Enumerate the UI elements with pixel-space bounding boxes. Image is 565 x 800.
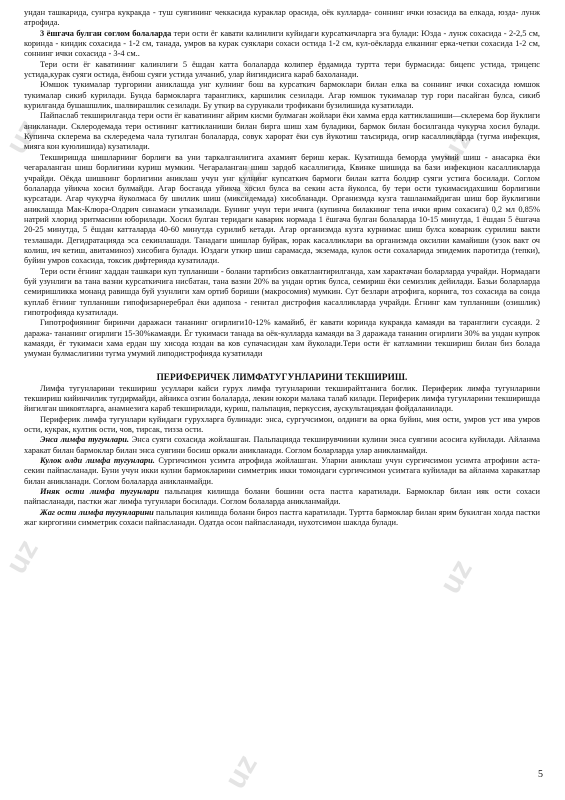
- paragraph-text: Гипотрофиянинг биринчи даражаси тананинг огирлиги10-12% камайиб, ёг кавати коринда кукракда камаяди ва таранглиги сусаяди. 2 даража- тананинг огирлиги 15-30%камаяди. Ёг тукимаси танада ва оёк-кулларда камаяди ва 3 даражада тананин огирлиги 30% ва ундан купрок камаяди, ёг тукимаси хама ердан шу хисода юздан ва ков супачасидан хам йуколади.Тери ости ёг катламини текшириш билан биз болада умуман булмаслигини тугма умумий липодистрофияда кузатилади: [24, 318, 540, 359]
- paragraph-text: Периферик лимфа тугунлари куйидаги гуруxларга булинади: энса, сургучсимон, олдинги ва орка буйин, мия ости, умров уст ива умров ости, кукрак, култик ости, чов, тирсак, тизза ости.: [24, 414, 540, 435]
- section-lymph-nodes: [24, 384, 540, 529]
- paragraph-text: Тери ости ёг каватининг калинлиги 5 ёшдан катта болаларда колипер ёрдамида туртта тери бурмасида: бицепс устида, трицепс устида,курак суяги остида, ёнбош суяги устида улчаниб, улар йигиндисига караб бахоланади.: [24, 59, 540, 80]
- paragraph: [24, 111, 540, 152]
- paragraph-lead: Иняк ости лимфа тугунлари: [40, 487, 160, 497]
- watermark-text: uz: [218, 749, 264, 795]
- watermark-text: uz: [433, 124, 479, 170]
- paragraph-text: Пайпаслаб текширилганда тери ости ёг каватининг айрим кисми булмаган жойлари ёки хамма ерда каттиклашиши—склерема бор йуклиги аникланади. Склеродемада тери остининг каттикланиши билан бирга шиш хам буладики, бармок билан босилганда чукурча хосил булади. Купинча склерема ва склередема чала тугилган болаларда, совук харорат ёки сув йукотиш таъсирида, огир касалликларда (тугма инфекция, миягa кон куюлишида) кузатилади.: [24, 111, 540, 152]
- paragraph-text: Текширишда шишларнинг борлиги ва уни таркалганлигига ахамият бериш керак. Кузатишда беморда умумий шиш - анасарка ёки чегараланган шиш борлигини куриш мумкин. Чегараланган шиш зардоб касаллигида, Квинке шишида ва бази инфекцион касалликларда учрайди. Оёкда шишнинг борлигини аниклаш учун унг кулнинг купсаткич бармоги билан катта болдир суяги устига босилади. Соглом болаларда уйикча хосил булмайди. Агар босганда уйикча хосил булса ва секин аста йуколса, бу тери ости тукимасидахшиш борлигини курсатади. Агар чукурча йуколмаса бу шиллик шиш (миксидемада) хисобланади. Организмда кузга ташланмайдиган шиш бор йуклигини аниклашда Мак-Клюра-Олдрич синамаси утказилади. Бунинг учун тери ичига (купинча билакнинг тепа ички ярим сохасига) 0,2 мл 0,85% натрий хлорид эритмасини юборилади. Хосил булган теридаги каварик нормада 1 ёшгача булган болаларда 10-15 минутда, 1 ёшдан 5 ёшгача 20-25 минутда, 5 ёшдан катталарда 40-60 минутда сурилиб кетади. Агар организмда кузга курнимас шиш булса коваркик сурилиш вакти тезлашади. Дегидратацияда эса секинлашади. Танадаги шишлар буйрак, юрак касалликлари ва организмда оксилни камайиши (узок вакт оч колиш, ич кетиш, авитаминоз) хисобига булади. Юздаги уткир шиш сарамасда, экземада, кулок ости сохаларида эпидемик паротитда (тепки), буйин умров сохасида, токсик дифтерияда кузатилади.: [24, 152, 540, 266]
- paragraph-text: Энса суяги сохасида жойлашган. Пальпацияда текширувчиини кулини энса суягини асосига куйилади. Айланма харакат билан бармоклар билан энса суягини босиш оркали аникланади. Соглом боларларда улар аникланмайди.: [24, 435, 540, 455]
- page-number: 5: [538, 769, 543, 780]
- watermark-text: uz: [0, 114, 45, 160]
- paragraph-text: Юмшок тукималар тургорини аниклашда унг кулнинг бош ва курсаткич бармоклари билан елка ва соннинг ички сохасида юмшок тукималар сикиб курилади. Бунда бармокларга тарангликх, каршилик сезилади. Агар юмшок тукималар тур гори пасайган булса, сикиб курилганда бушашшлик, шалвирашлик сезилади. Бу уткир ва сурункали трофикани бузилишида кузатилади.: [24, 80, 540, 111]
- document-page: [24, 8, 540, 529]
- paragraph: [24, 508, 540, 529]
- paragraph: [24, 8, 540, 29]
- paragraph: [24, 29, 540, 60]
- paragraph-lead: Жаг ости лимфа тугунларини: [40, 507, 154, 517]
- paragraph-lead: 3 ёшгача булган соглом болаларда: [40, 28, 172, 38]
- watermark-text: uz: [223, 159, 269, 205]
- paragraph-text: пальпация килишда болани бироз пастга каратилади. Туртта бармоклар билан ярим букилган холда пастки жаг киргогини симметрик сохаси пайпасланади. Одатда осон пайпасланади, нухотсимон шаклда булади.: [24, 507, 540, 528]
- paragraph-text: пальпация килишда болани бошини оста пастга каратилади. Бармоклар билан ияк ости сохаси пайпасланади, пастки жаг лимфа тугунлари босилади. Соглом болаларда аникланмайди.: [24, 487, 540, 507]
- section-heading: ПЕРИФЕРИЧЕК ЛИМФАТУГУНЛАРИНИ ТЕКШИРИШ.: [156, 371, 408, 382]
- paragraph: [24, 80, 540, 111]
- paragraph-text: Тери ости ёгнинг хаддан ташкари куп тупланиши - болани тартибсиз овкатлантирилганда, хам характачан боларларда учрайди. Нормадаги буй узунлиги ва тана вазни курсаткичига нисбатан, тана вазни 20% ва ундан ортик булса, семириш ёки семизлик дейилади. Базьи боларларда семиришликка монанд равишда буй узунлиги хам ортиб бориши (макросомия) мумкин. Сут безлари атрофига, корнига, тоз сохасида ва сонда куплаб ёгнинг тупланиши гипофизарнеребрал ёки адипоза - генитал дистрофия касалликларда учрайди. Ёгнинг кам тупланиши (озишлик) гипотрофияда кузатилади.: [24, 266, 540, 317]
- paragraph: [24, 415, 540, 436]
- paragraph: [24, 487, 540, 508]
- paragraph-lead: Энса лимфа тугунлари.: [40, 435, 130, 445]
- paragraph-text: ундан ташкарида, сунгра кукракда - туш суягининг чеккасида кураклар орасида, оёк кулларда- соннинг ички юзасида ва елкада, юзда- лунж атрофида.: [24, 8, 540, 28]
- paragraph: [24, 384, 540, 415]
- paragraph: [24, 267, 540, 319]
- paragraph: [24, 318, 540, 359]
- watermark-text: uz: [433, 554, 479, 600]
- paragraph-text: Лимфа тугунларини текшириш усуллари кайси гурух лимфа тугунларини текширайтганига боглик. Периферик лимфа тугунларини текшириш кийинчилик тугдирмайди, айникса озгин болаларда, лекин юкори малака талаб килади. Периферик лимфа тугунларини текширишда йигилган шикоятларга, анамнезига караб текширилади, куриш, пальпация, перкуссия, аускультациядан фойдаланилади.: [24, 383, 540, 414]
- paragraph-text: Сургичсимон усимта атрофида жойлашган. Уларни аниклаш учун сургичсимон усимта атрофини аста-секин пайпасланади. Буни учун икки кулни бармокларини симметрик икки томондаги сургичсимон усимтага куйилади ва айланма харакатлар билан аникланади. Соглом болаларда аникланмайди.: [24, 456, 540, 486]
- paragraph-text: тери ости ёг кавати калинлиги куйидаги курсаткичларга эга булади: Юзда - лунж сохасида - 2-2,5 см, коринда - киндик сохасида - 1-2 см, танада, умров ва курак суяклари сохаси остида 1-2 см, кул-оёкларда елканинг ерка-четки сохасида 1-2 см, соннинг ички сохасида - 3-4 см..: [24, 28, 540, 59]
- paragraph: [24, 153, 540, 267]
- section-subcutaneous-fat: [24, 8, 540, 360]
- paragraph: [24, 60, 540, 81]
- watermark-text: uz: [0, 534, 45, 580]
- paragraph-lead: Кулок олди лимфа тугунлари.: [40, 456, 155, 466]
- paragraph: [24, 456, 540, 487]
- paragraph: [24, 435, 540, 456]
